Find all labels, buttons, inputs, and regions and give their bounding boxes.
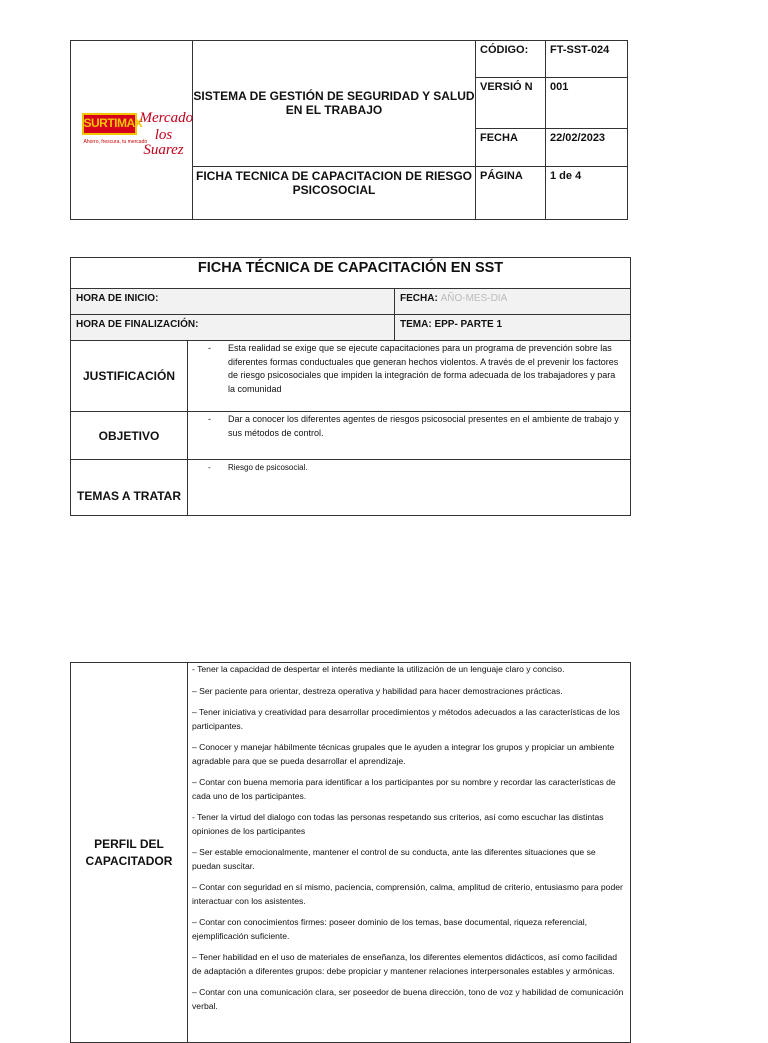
logo-script-line1: Mercado bbox=[139, 109, 194, 126]
doc-title: FICHA TECNICA DE CAPACITACION DE RIESGO PSICOSOCIAL bbox=[193, 166, 476, 219]
perfil-item: - Tener la capacidad de despertar el interés mediante la utilización de un lenguaje claro y conciso. bbox=[192, 664, 565, 674]
justificacion-cell bbox=[188, 341, 631, 412]
fecha-field bbox=[395, 289, 631, 315]
company-logo bbox=[76, 101, 194, 158]
logo-cell bbox=[71, 41, 193, 220]
bullet-dash: - bbox=[208, 343, 211, 353]
version-label: VERSIÓ N bbox=[476, 78, 546, 129]
brand-wordmark bbox=[84, 116, 143, 130]
temas-cell bbox=[188, 460, 631, 516]
hora-inicio-label: HORA DE INICIO: bbox=[71, 289, 395, 315]
brand-part-a: SURTI bbox=[83, 115, 117, 130]
perfil-items bbox=[188, 663, 631, 1043]
codigo-value: FT-SST-024 bbox=[546, 41, 628, 78]
pagina-label: PÁGINA bbox=[476, 166, 546, 219]
temas-label: TEMAS A TRATAR bbox=[71, 460, 188, 516]
justificacion-text: Esta realidad se exige que se ejecute capacitaciones para un programa de prevención sobre las diferentes formas conductuales que generan hechos violentos. A través de el prevenir los factores de riesgo psicosociales que impiden la integración de forma adecuada de los trabajadores y para la comunidad bbox=[228, 343, 619, 394]
objetivo-label: OBJETIVO bbox=[71, 412, 188, 460]
fecha-field-label: FECHA: bbox=[400, 293, 438, 304]
perfil-label bbox=[71, 663, 188, 1043]
perfil-item: – Contar con conocimientos firmes: poseer dominio de los temas, base documental, riqueza referencial, ejemplificación suficiente. bbox=[192, 917, 588, 941]
brand-tagline: Ahorro, frescura, tu mercado bbox=[83, 138, 148, 145]
hora-fin-label: HORA DE FINALIZACIÓN: bbox=[71, 315, 395, 341]
bullet-dash: - bbox=[208, 414, 211, 424]
perfil-item: - Tener la virtud del dialogo con todas las personas respetando sus criterios, así como escuchar las distintas opiniones de los participantes bbox=[192, 812, 604, 836]
perfil-item: – Ser estable emocionalmente, mantener el control de su conducta, ante las diferentes situaciones que se puedan suscitar. bbox=[192, 847, 596, 871]
ficha-tecnica-table bbox=[70, 257, 631, 516]
version-value: 001 bbox=[546, 78, 628, 129]
perfil-label-line1: PERFIL DEL bbox=[94, 836, 164, 851]
perfil-item: – Contar con una comunicación clara, ser poseedor de buena dirección, tono de voz y habilidad de comunicación verbal. bbox=[192, 987, 624, 1011]
temas-text: Riesgo de psicosocial. bbox=[228, 463, 308, 472]
justificacion-label: JUSTIFICACIÓN bbox=[71, 341, 188, 412]
tema-label: TEMA: EPP- PARTE 1 bbox=[395, 315, 631, 341]
logo-script-line2: los Suarez bbox=[143, 126, 184, 158]
objetivo-text: Dar a conocer los diferentes agentes de riesgos psicosocial presentes en el ambiente de trabajo y sus métodos de control. bbox=[228, 414, 619, 438]
perfil-capacitador-table bbox=[70, 662, 631, 1043]
perfil-item: – Ser paciente para orientar, destreza operativa y habilidad para hacer demostraciones prácticas. bbox=[192, 685, 563, 696]
perfil-item: – Contar con buena memoria para identificar a los participantes por su nombre y recordar las características de cada uno de los participantes. bbox=[192, 777, 616, 801]
perfil-item: – Tener iniciativa y creatividad para desarrollar procedimientos y métodos adecuados a las características de los participantes. bbox=[192, 707, 620, 731]
perfil-item: – Tener habilidad en el uso de materiales de enseñanza, los diferentes elementos didácticos, así como facilidad de adaptación a diferentes grupos: debe propiciar y mantener relaciones interpersonales estables y armónicas. bbox=[192, 952, 618, 976]
codigo-label: CÓDIGO: bbox=[476, 41, 546, 78]
perfil-label-line2: CAPACITADOR bbox=[85, 853, 173, 868]
objetivo-cell bbox=[188, 412, 631, 460]
fecha-value: 22/02/2023 bbox=[546, 129, 628, 166]
bullet-dash: - bbox=[208, 463, 211, 472]
document-header-table bbox=[70, 40, 628, 220]
fecha-placeholder: AÑO-MES-DIA bbox=[440, 293, 508, 304]
ficha-title: FICHA TÉCNICA DE CAPACITACIÓN EN SST bbox=[71, 258, 631, 289]
perfil-item: – Contar con seguridad en sí mismo, paciencia, comprensión, calma, amplitud de criterio, entusiasmo para poder interactuar con los asistentes. bbox=[192, 882, 623, 906]
brand-part-b: MAX bbox=[117, 115, 143, 130]
fecha-label: FECHA bbox=[476, 129, 546, 166]
perfil-item: – Conocer y manejar hábilmente técnicas grupales que le ayuden a integrar los grupos y propiciar un ambiente agradable para que se pueda desarrollar el aprendizaje. bbox=[192, 742, 615, 766]
pagina-value: 1 de 4 bbox=[546, 166, 628, 219]
system-title: SISTEMA DE GESTIÓN DE SEGURIDAD Y SALUD EN EL TRABAJO bbox=[193, 41, 476, 167]
